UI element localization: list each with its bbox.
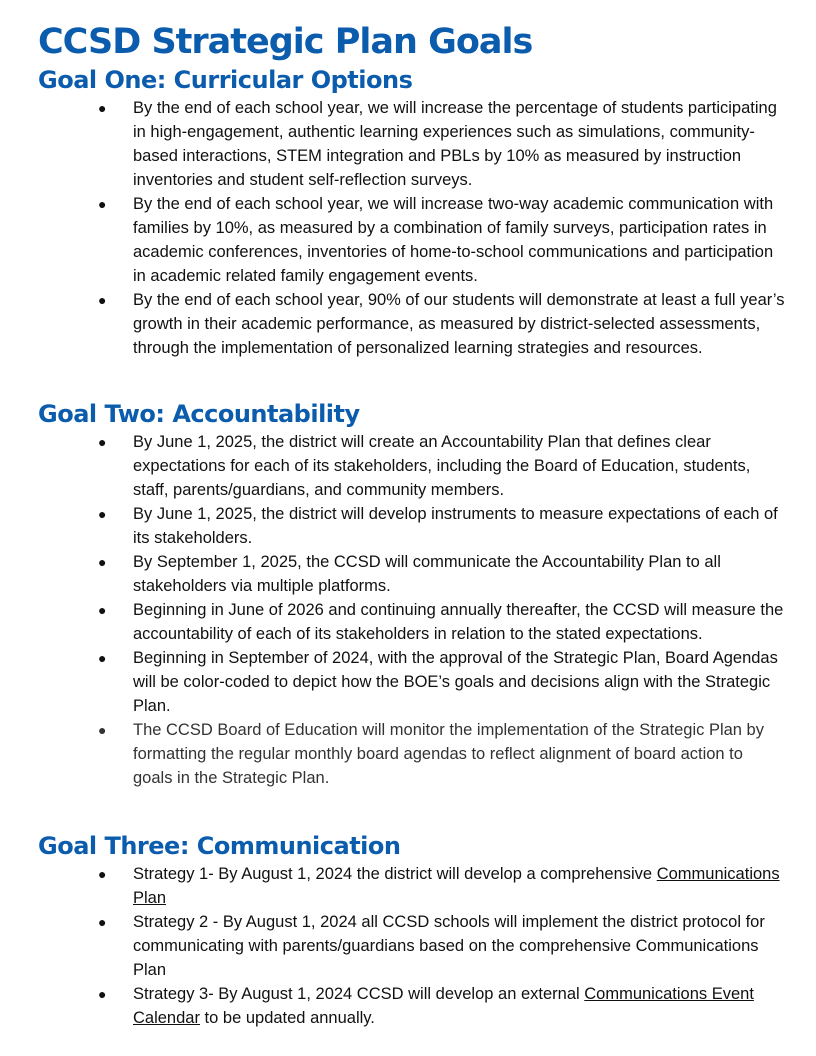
bullet-icon: ● bbox=[98, 866, 107, 882]
list-item bbox=[38, 862, 798, 910]
list-item-text: Strategy 2 - By August 1, 2024 all CCSD schools will implement the district protocol for communicating with parents/guardians based on the comprehensive Communications Plan bbox=[133, 913, 765, 979]
goal-one-heading: Goal One: Curricular Options bbox=[38, 66, 413, 94]
bullet-icon: ● bbox=[98, 722, 107, 738]
communications-plan-link[interactable]: Communications Plan bbox=[133, 865, 780, 907]
goal-three-heading: Goal Three: Communication bbox=[38, 832, 401, 860]
bullet-icon: ● bbox=[98, 986, 107, 1002]
bullet-icon: ● bbox=[98, 506, 107, 522]
list-item-text: to be updated annually. bbox=[199, 1009, 375, 1027]
bullet-icon: ● bbox=[98, 914, 107, 930]
document-title: CCSD Strategic Plan Goals bbox=[38, 22, 533, 62]
list-item-text: Strategy 1- By August 1, 2024 the district will develop a comprehensive bbox=[133, 865, 657, 883]
list-item-text: By the end of each school year, we will increase two-way academic communication with families by 10%, as measured by a combination of family surveys, participation rates in academic conferences, inventories of home-to-school communications and participation in academic related family engagement events. bbox=[133, 195, 774, 285]
goal-three-list bbox=[38, 862, 798, 1030]
list-item-text: Beginning in June of 2026 and continuing annually thereafter, the CCSD will measure the accountability of each of its stakeholders in relation to the stated expectations. bbox=[133, 601, 784, 643]
bullet-icon: ● bbox=[98, 292, 107, 308]
communications-event-calendar-link[interactable]: Communications Event Calendar bbox=[133, 985, 754, 1027]
bullet-icon: ● bbox=[98, 554, 107, 570]
list-item bbox=[38, 982, 798, 1030]
list-item-text: Strategy 3- By August 1, 2024 CCSD will develop an external bbox=[133, 985, 585, 1003]
bullet-icon: ● bbox=[98, 650, 107, 666]
goal-one-section bbox=[38, 64, 798, 360]
list-item bbox=[38, 288, 798, 360]
list-item bbox=[38, 502, 798, 550]
goal-three-section bbox=[38, 830, 798, 1030]
list-item bbox=[38, 718, 798, 790]
bullet-icon: ● bbox=[98, 100, 107, 116]
list-item-text: Beginning in September of 2024, with the approval of the Strategic Plan, Board Agendas will be color-coded to depict how the BOE’s goals and decisions align with the Strategic Plan. bbox=[133, 649, 778, 715]
list-item bbox=[38, 96, 798, 192]
list-item-text: By June 1, 2025, the district will create an Accountability Plan that defines clear expectations for each of its stakeholders, including the Board of Education, students, staff, parents/guardians, and community members. bbox=[133, 433, 751, 499]
bullet-icon: ● bbox=[98, 196, 107, 212]
goal-two-heading: Goal Two: Accountability bbox=[38, 400, 360, 428]
bullet-icon: ● bbox=[98, 434, 107, 450]
bullet-icon: ● bbox=[98, 602, 107, 618]
goal-one-list bbox=[38, 96, 798, 360]
list-item-text: The CCSD Board of Education will monitor the implementation of the Strategic Plan by formatting the regular monthly board agendas to reflect alignment of board action to goals in the Strategic Plan. bbox=[133, 721, 764, 787]
list-item bbox=[38, 550, 798, 598]
list-item-text: By June 1, 2025, the district will develop instruments to measure expectations of each of its stakeholders. bbox=[133, 505, 778, 547]
list-item bbox=[38, 598, 798, 646]
goal-two-section bbox=[38, 398, 798, 790]
list-item bbox=[38, 430, 798, 502]
list-item bbox=[38, 910, 798, 982]
list-item-text: By the end of each school year, 90% of our students will demonstrate at least a full year’s growth in their academic performance, as measured by district-selected assessments, through the implementation of personalized learning strategies and resources. bbox=[133, 291, 785, 357]
list-item-text: By September 1, 2025, the CCSD will communicate the Accountability Plan to all stakeholders via multiple platforms. bbox=[133, 553, 721, 595]
list-item-text: By the end of each school year, we will increase the percentage of students participating in high-engagement, authentic learning experiences such as simulations, community-based interactions, STEM integration and PBLs by 10% as measured by instruction inventories and student self-reflection surveys. bbox=[133, 99, 777, 189]
goal-two-list bbox=[38, 430, 798, 790]
list-item bbox=[38, 646, 798, 718]
list-item bbox=[38, 192, 798, 288]
